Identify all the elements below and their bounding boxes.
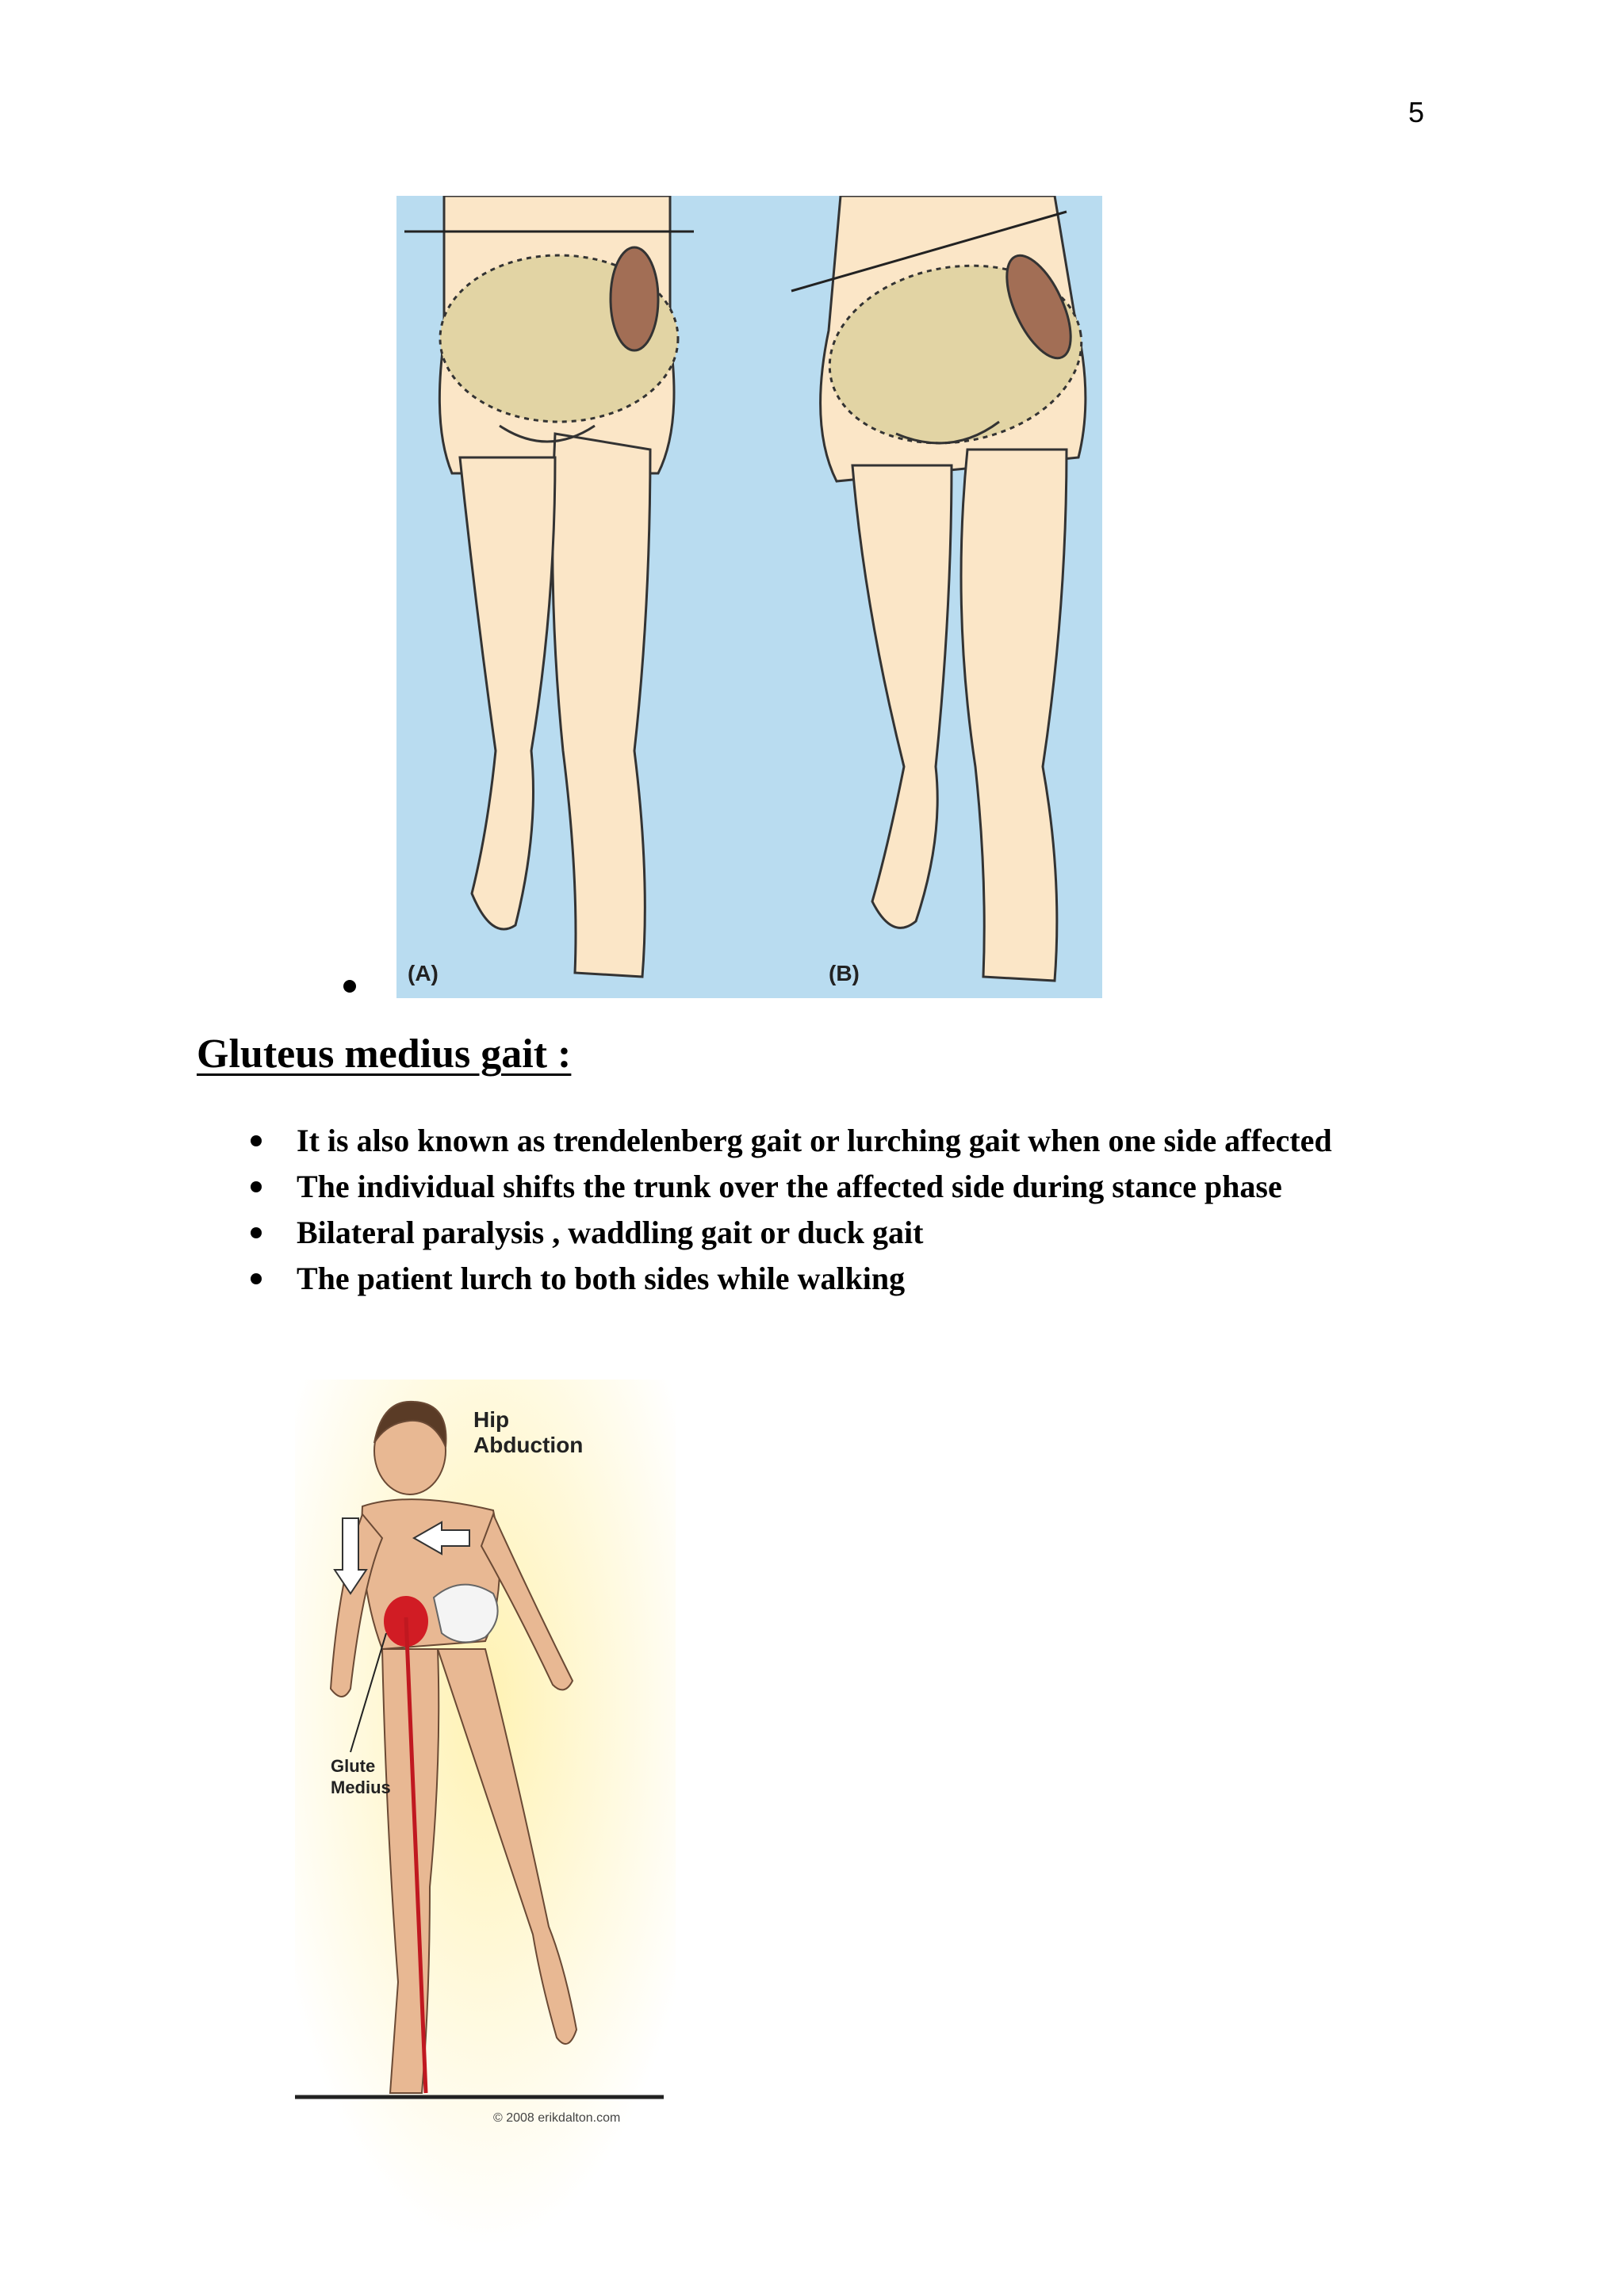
list-item: Bilateral paralysis , waddling gait or duck gait	[247, 1210, 1332, 1256]
copyright-text: © 2008 erikdalton.com	[493, 2111, 621, 2125]
bullet-list	[247, 1118, 1332, 1302]
list-item: The individual shifts the trunk over the affected side during stance phase	[247, 1164, 1332, 1210]
label-abduction: Abduction	[473, 1433, 584, 1457]
figure-label-a: (A)	[408, 961, 439, 985]
pelvis-legs-illustration	[396, 196, 1102, 998]
pelvis-bone	[434, 1585, 498, 1643]
page-number: 5	[1408, 96, 1425, 128]
figure-label-b: (B)	[829, 961, 860, 985]
section-heading: Gluteus medius gait :	[197, 1031, 572, 1077]
label-medius: Medius	[331, 1777, 391, 1797]
list-item: The patient lurch to both sides while walking	[247, 1256, 1332, 1302]
label-glute: Glute	[331, 1756, 376, 1776]
list-item: It is also known as trendelenberg gait or lurching gait when one side affected	[247, 1118, 1332, 1164]
hip-abduction-illustration	[295, 1380, 676, 2291]
label-hip: Hip	[473, 1407, 510, 1432]
figure-a-gluteus-medius	[611, 247, 658, 350]
figure-bullet	[343, 980, 356, 993]
